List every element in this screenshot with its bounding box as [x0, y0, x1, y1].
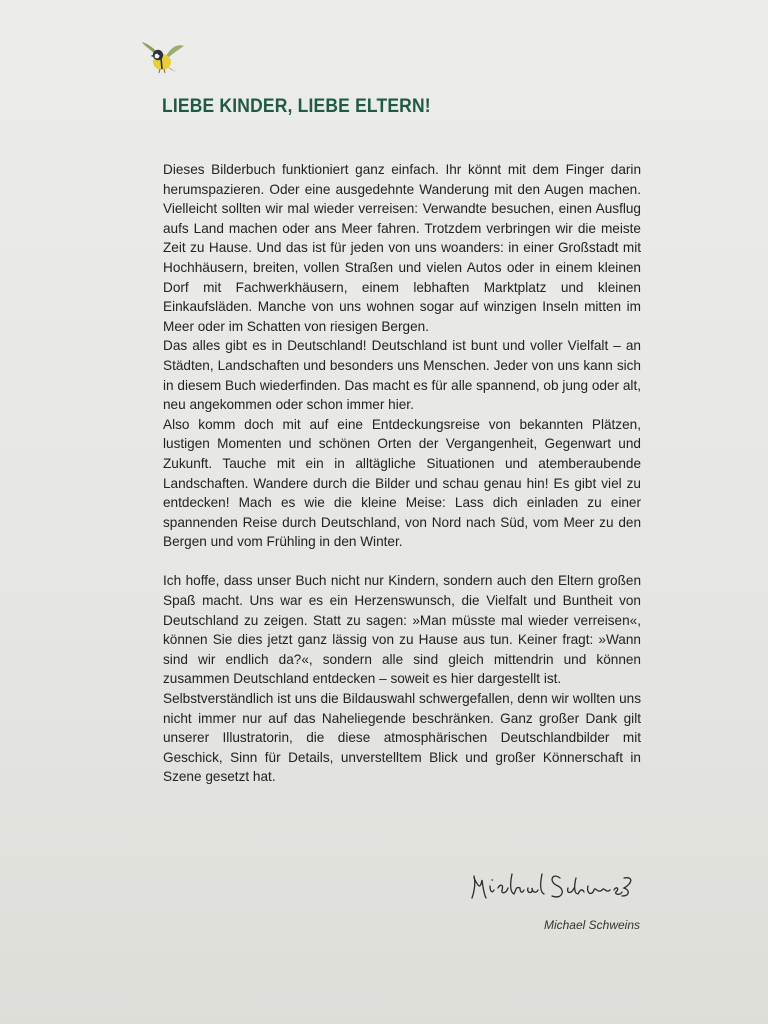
- paragraph-thanks: Selbstverständlich ist uns die Bildauswahl schwergefallen, denn wir wollten uns nicht immer nur auf das Naheliegende beschränken. Ganz großer Dank gilt unserer Illustratorin, die diese atmosphärischen Deutschlandbilder mit Geschick, Sinn für Details, unverstelltem Blick und großer Könnerschaft in Szene gesetzt hat.: [163, 691, 641, 785]
- handwritten-signature: [468, 864, 636, 906]
- page-heading: LIEBE KINDER, LIEBE ELTERN!: [162, 96, 431, 117]
- paragraph-parents: Ich hoffe, dass unser Buch nicht nur Kindern, sondern auch den Eltern großen Spaß macht. Uns war es ein Herzenswunsch, die Vielfalt und Buntheit von Deutschland zu zeigen. Statt zu sagen: »Man müsste mal wieder verreisen«, können Sie dies jetzt ganz lässig von zu Hause aus tun. Keiner fragt: »Wann sind wir endlich da?«, sondern alle sind gleich mittendrin und können zusammen Deutschland entdecken – soweit es hier dargestellt ist.: [163, 573, 641, 687]
- paragraph-journey: Also komm doch mit auf eine Entdeckungsreise von bekannten Plätzen, lustigen Momenten und schönen Orten der Vergangenheit, Gegenwart und Zukunft. Tauche mit ein in alltägliche Situationen und atemberaubende Landschaften. Wandere durch die Bilder und schau genau hin! Es gibt viel zu entdecken! Mach es wie die kleine Meise: Lass dich einladen zu einer spannenden Reise durch Deutschland, von Nord nach Süd, vom Meer zu den Bergen und vom Frühling in den Winter.: [163, 416, 641, 550]
- paragraph-intro: Dieses Bilderbuch funktioniert ganz einfach. Ihr könnt mit dem Finger darin herumspazieren. Oder eine ausgedehnte Wanderung mit den Augen machen. Vielleicht sollten wir mal wieder verreisen: Verwandte besuchen, einen Ausflug aufs Land machen oder ans Meer fahren. Trotzdem verbringen wir die meiste Zeit zu Hause. Und das ist für jeden von uns woanders: in einer Großstadt mit Hochhäusern, breiten, vollen Straßen und vielen Autos oder in einem kleinen Dorf mit Fachwerkhäusern, einem lebhaften Marktplatz und kleinen Einkaufsläden. Manche von uns wohnen sogar auf winzigen Inseln mitten im Meer oder im Schatten von riesigen Bergen.: [163, 162, 641, 334]
- body-text: [163, 160, 641, 787]
- paragraph-germany: Das alles gibt es in Deutschland! Deutschland ist bunt und voller Vielfalt – an Städten, Landschaften und besonders uns Menschen. Jeder von uns kann sich in diesem Buch wiederfinden. Das macht es für alle spannend, ob jung oder alt, neu angekommen oder schon immer hier.: [163, 338, 641, 413]
- tit-bird-icon: [140, 38, 186, 78]
- author-name: Michael Schweins: [543, 918, 640, 932]
